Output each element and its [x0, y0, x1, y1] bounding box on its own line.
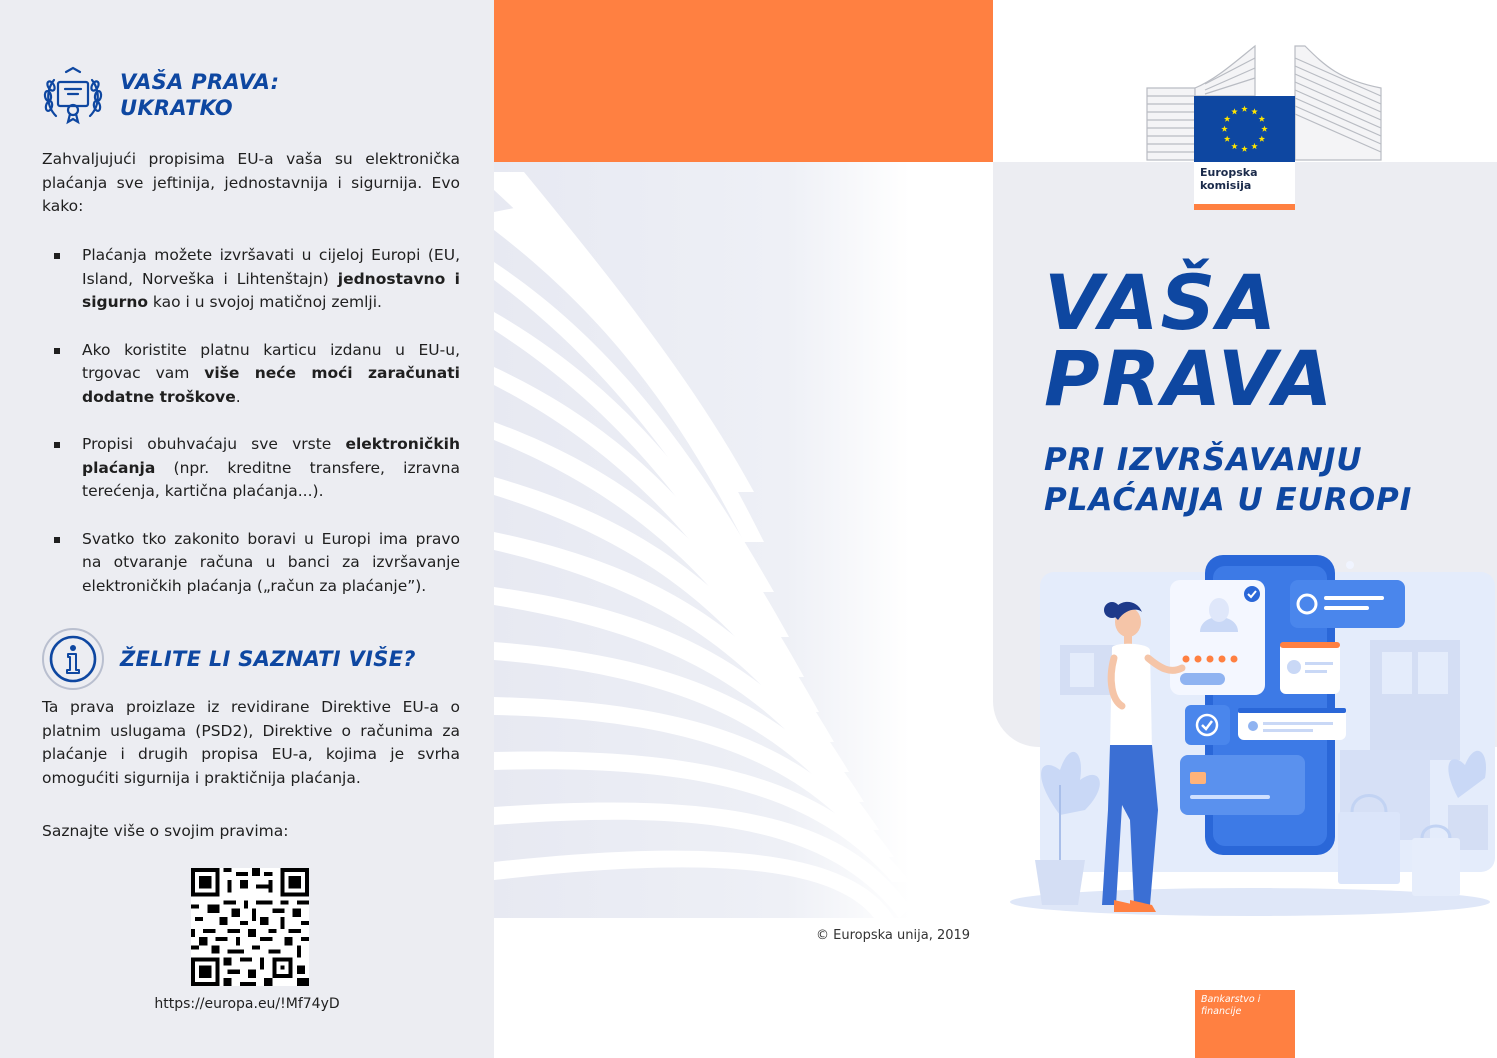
category-tag[interactable]: [1195, 990, 1295, 1058]
ec-logo-text: Europska komisija: [1200, 166, 1258, 192]
qr-code-icon[interactable]: [191, 868, 309, 986]
list-item: Svatko tko zakonito boravi u Europi ima pravo na otvaranje računa u banci za izvršavanje elektroničkih plaćanja („račun za plaćanje”).: [42, 528, 460, 599]
qr-link[interactable]: https://europa.eu/!Mf74yD: [154, 996, 340, 1012]
wave-stripes-decoration: [494, 162, 910, 918]
title-line2: PRAVA: [1044, 334, 1335, 423]
directive-paragraph: Ta prava proizlaze iz revidirane Direktive EU-a o platnim uslugama (PSD2), Direktive o računima za plaćanje i drugih propisa EU-a, kojima je svrha omogućiti sigurnija i praktičnija plaćanja.: [42, 698, 460, 787]
rights-summary-title-line1: VAŠA PRAVA:: [120, 70, 280, 94]
subtitle-line2: PLAĆANJA U EUROPI: [1044, 482, 1413, 518]
info-icon: [40, 626, 106, 692]
mobile-payment-illustration: [1000, 550, 1497, 920]
intro-paragraph: Zahvaljujući propisima EU-a vaša su elektronička plaćanja sve jeftinija, jednostavnija i sigurnija. Evo kako:: [42, 150, 460, 215]
list-item: Plaćanja možete izvršavati u cijeloj Europi (EU, Island, Norveška i Lihtenštajn) jednostavno i sigurno kao i u svojoj matičnoj zemlji.: [42, 244, 460, 315]
left-panel: [0, 0, 494, 1058]
list-item: Ako koristite platnu karticu izdanu u EU-u, trgovac vam više neće moći zaračunati dodatne troškove.: [42, 339, 460, 410]
learn-more-label: Saznajte više o svojim pravima:: [42, 822, 289, 840]
subtitle-line1: PRI IZVRŠAVANJU: [1044, 442, 1363, 478]
orange-top-block: [494, 0, 993, 162]
learn-more-heading: [40, 626, 416, 692]
ec-logo-accent-bar: [1194, 204, 1295, 210]
list-item: Propisi obuhvaćaju sve vrste elektroničkih plaćanja (npr. kreditne transfere, izravna terećenja, kartična plaćanja...).: [42, 433, 460, 504]
title-line1: VAŠA: [1044, 258, 1279, 347]
bullet-emphasis: elektroničkih plaćanja: [82, 435, 460, 477]
certificate-laurel-icon: [40, 62, 106, 128]
page-title: [1044, 258, 1335, 423]
rights-summary-title-line2: UKRATKO: [120, 96, 233, 120]
bullet-emphasis: više neće moći zaračunati dodatne troškove: [82, 364, 460, 406]
category-tag-text: Bankarstvo i financije: [1201, 994, 1261, 1017]
european-commission-logo[interactable]: [1194, 96, 1295, 210]
eu-flag-icon: [1194, 96, 1295, 162]
rights-summary-heading: [40, 62, 279, 128]
learn-more-title: ŽELITE LI SAZNATI VIŠE?: [120, 647, 416, 671]
copyright-text: © Europska unija, 2019: [816, 928, 971, 943]
rights-summary-title: [120, 69, 279, 121]
rights-bullet-list: [42, 244, 460, 622]
bullet-emphasis: jednostavno i sigurno: [82, 269, 460, 311]
page-subtitle: [1044, 440, 1412, 520]
